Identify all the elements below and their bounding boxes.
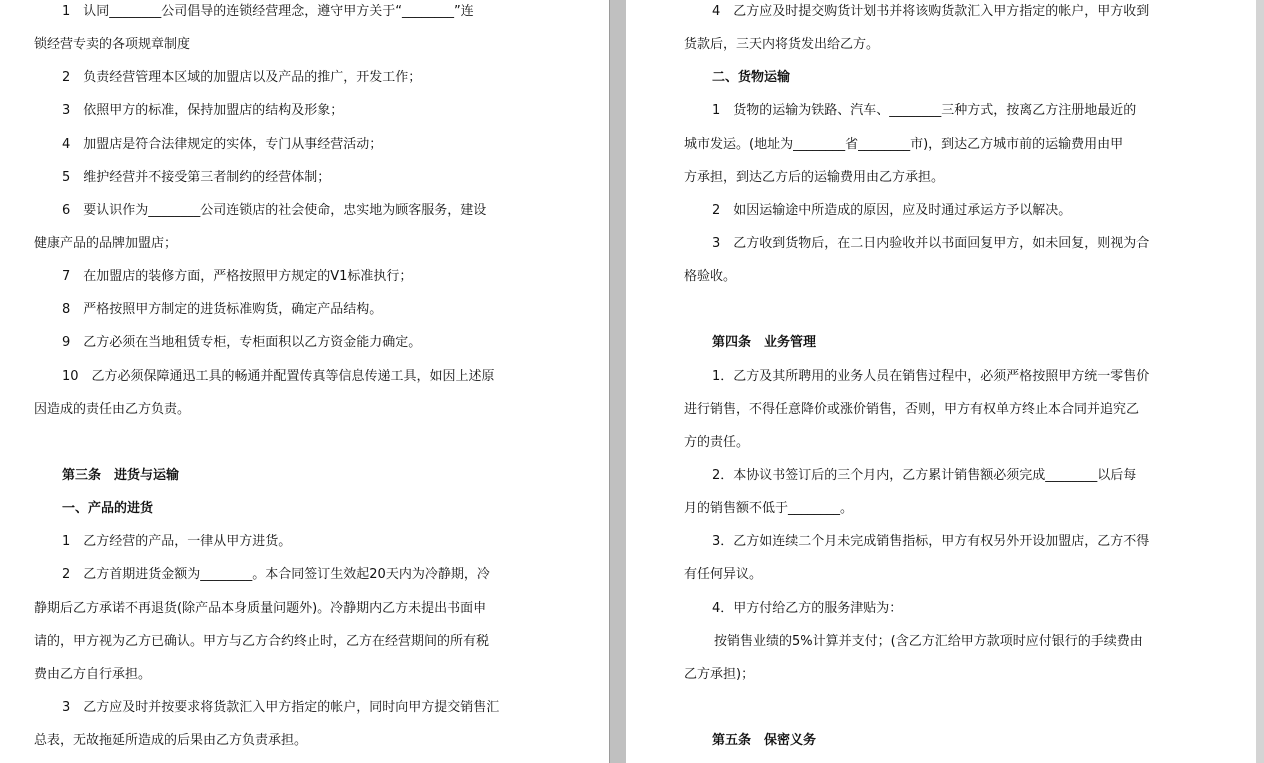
- paragraph-line: 锁经营专卖的各项规章制度: [34, 37, 191, 53]
- paragraph-line: 4 乙方应及时提交购货计划书并将该购货款汇入甲方指定的帐户，甲方收到: [712, 4, 1150, 19]
- page-left-text: [34, 0, 562, 757]
- paragraph-line: 请的，甲方视为乙方已确认。甲方与乙方合约终止时，乙方在经营期间的所有税: [34, 633, 490, 649]
- paragraph-line: 2 负责经营管理本区域的加盟店以及产品的推广，开发工作；: [62, 70, 422, 86]
- paragraph-line: 3 依照甲方的标准，保持加盟店的结构及形象；: [62, 103, 344, 119]
- paragraph-line: 3 乙方应及时并按要求将货款汇入甲方指定的帐户，同时向甲方提交销售汇: [62, 699, 500, 715]
- section-heading: 一、产品的进货: [62, 501, 154, 517]
- document-page-right: [626, 0, 1256, 763]
- paragraph-line: 进行销售，不得任意降价或涨价销售，否则，甲方有权单方终止本合同并追究乙: [684, 401, 1140, 417]
- paragraph-line: 乙方承担)；: [684, 666, 755, 682]
- paragraph-line: 1 认同________公司倡导的连锁经营理念，遵守甲方关于“________”连: [62, 4, 474, 19]
- paragraph-line: 9 乙方必须在当地租赁专柜，专柜面积以乙方资金能力确定。: [62, 335, 422, 351]
- paragraph-line: 2 乙方首期进货金额为________。本合同签订生效起20天内为冷静期，冷: [62, 567, 490, 583]
- paragraph-line: 方的责任。: [684, 434, 750, 450]
- paragraph-line: 有任何异议。: [684, 567, 763, 583]
- paragraph-line: 1 货物的运输为铁路、汽车、________三种方式，按离乙方注册地最近的: [712, 103, 1137, 119]
- page-right-text: [684, 0, 1212, 757]
- paragraph-line: 货款后，三天内将货发出给乙方。: [684, 37, 880, 53]
- page-gap: [609, 0, 626, 763]
- paragraph-line: 10 乙方必须保障通迅工具的畅通并配置传真等信息传递工具，如因上述原: [62, 368, 495, 384]
- section-heading: 第四条 业务管理: [712, 335, 817, 351]
- scrollbar-track[interactable]: [1256, 0, 1264, 763]
- paragraph-line: 6 要认识作为________公司连锁店的社会使命，忠实地为顾客服务，建设: [62, 202, 487, 218]
- paragraph-line: 总表，无故拖延所造成的后果由乙方负责承担。: [34, 733, 308, 749]
- blank-line: [684, 691, 1212, 724]
- paragraph-line: 月的销售额不低于________。: [684, 501, 854, 517]
- paragraph-line: 1 乙方经营的产品，一律从甲方进货。: [62, 534, 292, 550]
- paragraph-line: 3 乙方收到货物后，在二日内验收并以书面回复甲方，如未回复，则视为合: [712, 235, 1150, 251]
- paragraph-line: 7 在加盟店的装修方面，严格按照甲方规定的V1标准执行；: [62, 269, 413, 285]
- paragraph-line: 1．乙方及其所聘用的业务人员在销售过程中，必须严格按照甲方统一零售价: [712, 368, 1150, 384]
- document-page-left: [0, 0, 609, 763]
- paragraph-line: 8 严格按照甲方制定的进货标准购货，确定产品结构。: [62, 302, 383, 318]
- paragraph-line: 4 加盟店是符合法律规定的实体，专门从事经营活动；: [62, 136, 383, 152]
- paragraph-line: 3．乙方如连续二个月未完成销售指标，甲方有权另外开设加盟店，乙方不得: [712, 534, 1150, 550]
- blank-line: [684, 293, 1212, 326]
- blank-line: [34, 426, 562, 459]
- paragraph-line: 健康产品的品牌加盟店；: [34, 235, 178, 251]
- paragraph-line: 方承担，到达乙方后的运输费用由乙方承担。: [684, 169, 945, 185]
- paragraph-line: 2．本协议书签订后的三个月内，乙方累计销售额必须完成________以后每: [712, 467, 1137, 483]
- paragraph-line: 4．甲方付给乙方的服务津贴为：: [712, 600, 903, 616]
- section-heading: 第三条 进货与运输: [62, 467, 180, 483]
- paragraph-line: 因造成的责任由乙方负责。: [34, 401, 191, 417]
- paragraph-line: 按销售业绩的5%计算并支付；(含乙方汇给甲方款项时应付银行的手续费由: [714, 633, 1143, 649]
- paragraph-line: 2 如因运输途中所造成的原因，应及时通过承运方予以解决。: [712, 202, 1072, 218]
- paragraph-line: 静期后乙方承诺不再退货(除产品本身质量问题外)。冷静期内乙方未提出书面申: [34, 600, 487, 616]
- paragraph-line: 费由乙方自行承担。: [34, 666, 152, 682]
- paragraph-line: 5 维护经营并不接受第三者制约的经营体制；: [62, 169, 331, 185]
- paragraph-line: 城市发运。(地址为________省________市)，到达乙方城市前的运输费用由甲: [684, 136, 1124, 152]
- paragraph-line: 格验收。: [684, 269, 737, 285]
- section-heading: 二、货物运输: [712, 70, 791, 86]
- section-heading: 第五条 保密义务: [712, 733, 817, 749]
